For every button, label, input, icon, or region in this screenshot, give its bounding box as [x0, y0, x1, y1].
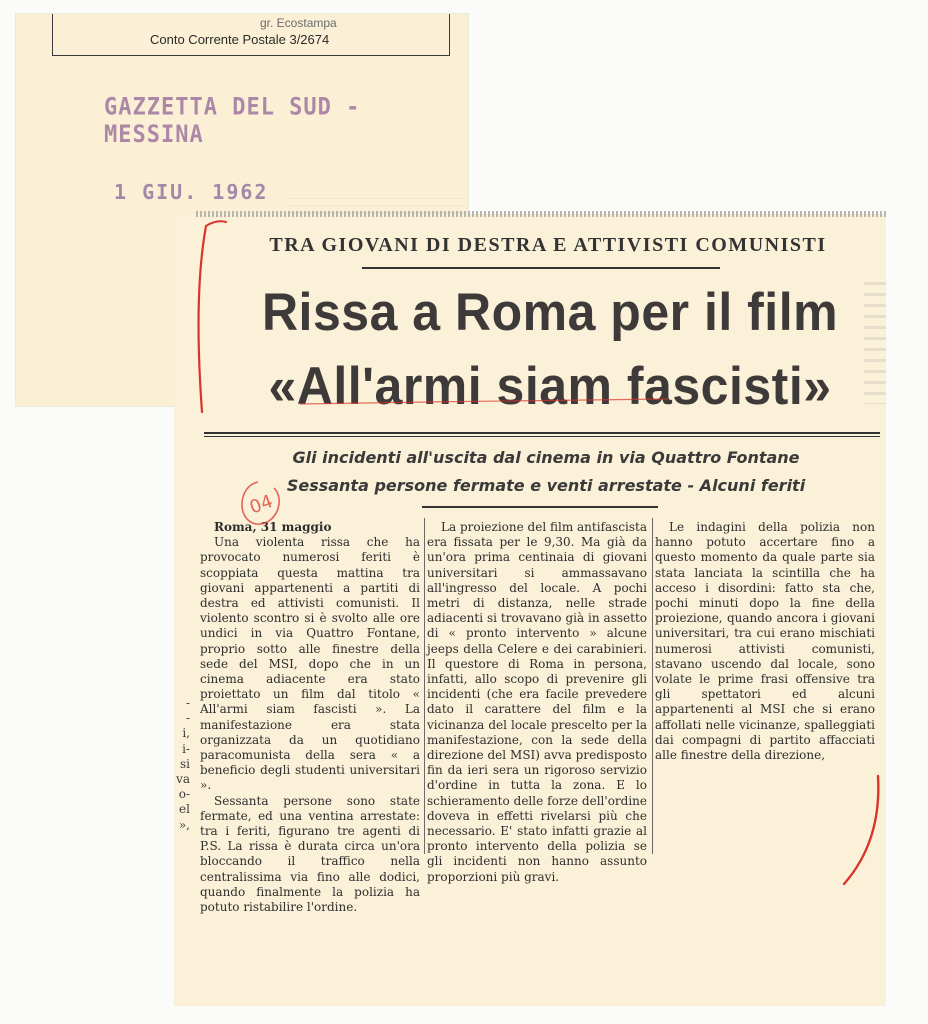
column-1-paragraph-2: Sessanta persone sono state fermate, ed una ventina arrestate: tra i feriti, figurano tre agenti di P.S. La rissa è durata circa un'ora bloccando il traffico nella centralissima via fino alle dodici, quando finalmente la polizia ha potuto ristabilire l'ordine.	[200, 793, 420, 915]
neighbour-column-fragment: va	[176, 772, 190, 787]
kicker-rule	[362, 267, 720, 269]
postal-account-text: Conto Corrente Postale 3/2674	[150, 32, 330, 47]
column-3-paragraph-1: Le indagini della polizia non hanno potuto accertare fino a questo momento da quale parte sia stata lanciata la scintilla che ha acceso i disordini: fatto sta che, pochi minuti dopo la fine della proiezione, quando ancora i giovani universitari, tra cui erano mischiati numerosi attivisti comunisti, stavano uscendo dal locale, sono volate le prime frasi offensive tra gli spettatori ed alcuni appartenenti al MSI che si erano affollati nelle vicinanze, spalleggiati dai compagni di partito affacciati alle finestre della direzione,	[655, 520, 875, 763]
masthead-partial-text: gr. Ecostampa	[260, 16, 337, 30]
subheadline-rule	[422, 506, 658, 508]
neighbour-column-fragment: -	[185, 711, 190, 726]
column-1-paragraph-1: Una violenta rissa che ha provocato numerosi feriti è scoppiata questa mattina tra giovani appartenenti a partiti di destra ed attivisti comunisti. Il violento scontro si è svolto alle ore undici in via Quattro Fontane, proprio sotto alle finestre della sede del MSI, dopo che in un cinema adiacente era stato proiettato un film dal titolo « All'armi siam fascisti ». La manifestazione era stata organizzata da un quotidiano paracomunista della sera « a beneficio degli studenti universitari ».	[200, 535, 420, 793]
column-2-paragraph-1: La proiezione del film antifascista era fissata per le 9,30. Ma già da un'ora prima centinaia di giovani universitari si ammassavano all'ingresso del locale. A pochi metri di distanza, nelle strade adiacenti si trovavano già in assetto di « pronto intervento » alcune jeeps della Celere e dei carabinieri. Il questore di Roma in persona, infatti, allo scopo di prevenire gli incidenti (che era facile prevedere dato il carattere del film e la vicinanza del locale prescelto per la manifestazione, con la sede della direzione del MSI) avva predisposto fin da ieri sera un rigoroso servizio d'ordine in tutta la zona. E lo schieramento delle forze dell'ordine doveva in effetti rivelarsi più che necessario. E' stato infatti grazie al pronto intervento della polizia se gli incidenti non hanno assunto proporzioni più gravi.	[427, 520, 648, 884]
source-stamp: GAZZETTA DEL SUD - MESSINA	[104, 93, 361, 149]
neighbour-column-fragment: i,	[182, 726, 190, 741]
subheadline-line-2: Sessanta persone fermate e venti arrestate - Alcuni feriti	[286, 476, 806, 495]
headline-rule	[204, 432, 880, 434]
headline-rule-thin	[204, 436, 880, 437]
headline-line-1: Rissa a Roma per il film	[261, 282, 839, 342]
column-divider	[652, 518, 653, 854]
neighbour-column-fragment: »,	[178, 817, 190, 832]
subheadline-line-1: Gli incidenti all'uscita dal cinema in via Quattro Fontane	[292, 448, 800, 467]
date-stamp: 1 GIU. 1962	[114, 180, 269, 204]
handwritten-mark: 04	[246, 490, 276, 519]
neighbour-column-fragment: si	[180, 756, 190, 771]
article-kicker: TRA GIOVANI DI DESTRA E ATTIVISTI COMUNISTI	[269, 234, 827, 256]
column-divider	[424, 518, 425, 854]
torn-edge	[196, 211, 886, 217]
article-column-1	[200, 520, 420, 915]
article-clipping	[174, 214, 886, 1006]
neighbour-column-fragments	[176, 696, 190, 833]
article-column-3	[655, 520, 875, 763]
neighbour-column-fragment: -	[185, 696, 190, 710]
dateline: Roma, 31 maggio	[214, 520, 332, 534]
neighbour-column-fragment: el	[179, 802, 190, 817]
neighbour-column-fragment: i-	[182, 741, 190, 756]
neighbour-column-fragment: o-	[178, 787, 190, 802]
article-column-2	[427, 520, 647, 885]
headline-line-2: «All'armi siam fascisti»	[268, 356, 832, 416]
